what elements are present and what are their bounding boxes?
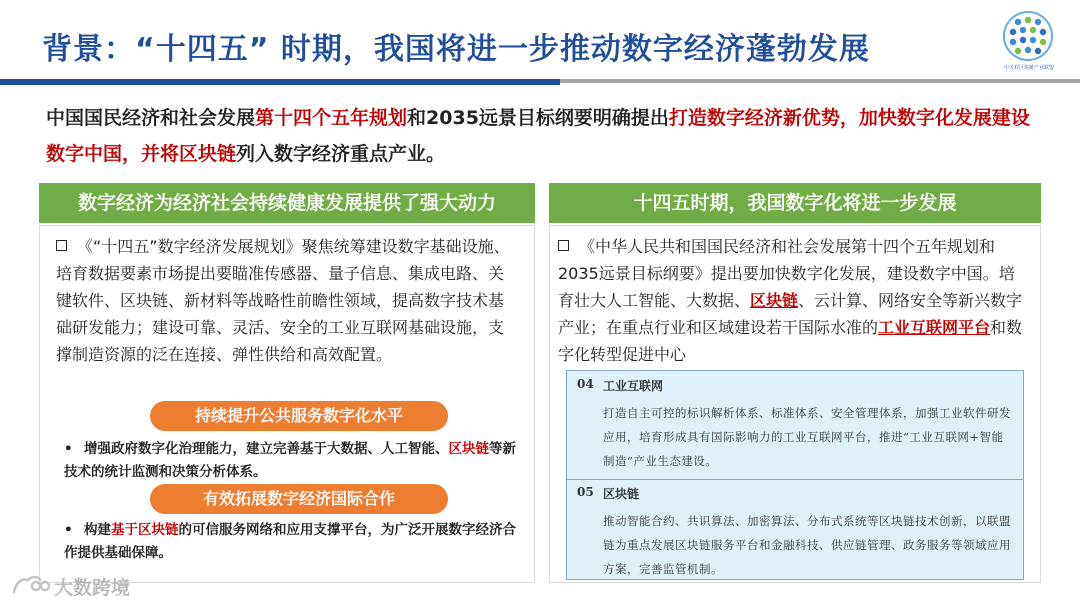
public-service-item	[64, 438, 519, 484]
excerpt-number: 04	[577, 377, 594, 391]
right-highlight-blockchain: 区块链	[750, 291, 799, 310]
excerpt-body: 推动智能合约、共识算法、加密算法、分布式系统等区块链技术创新，以联盟链为重点发展区块链服务平台和金融科技、供应链管理、政务服务等领域应用方案，完善监管机制。	[603, 514, 1011, 576]
intro-text-2: 和2035远景目标纲要明确提出	[407, 107, 669, 129]
square-bullet-icon	[56, 240, 67, 251]
page-title: 背景：“十四五” 时期，我国将进一步推动数字经济蓬勃发展	[42, 32, 870, 67]
intl-cooperation-item	[64, 519, 519, 565]
intl-cooperation-pill: 有效拓展数字经济国际合作	[150, 484, 448, 514]
sub1-text-b: 等新技术的统计监测和决策分析体系。	[64, 441, 516, 480]
dot-bullet-icon: •	[64, 522, 73, 538]
right-bullet-text-1: 《中华人民共和国国民经济和社会发展第十四个五年规划和2035远景目标纲要》提出要加快数字化发展，建设数字中国。培育壮大人工智能、大数据、	[558, 237, 1015, 310]
left-section-header: 数字经济为经济社会持续健康发展提供了强大动力	[39, 183, 535, 223]
square-bullet-icon	[558, 240, 569, 251]
dot-bullet-icon: •	[64, 441, 73, 457]
excerpt-row-blockchain	[567, 479, 1023, 579]
excerpt-row-industrial-internet	[567, 371, 1023, 480]
sub2-text-a: 构建	[84, 522, 111, 538]
right-bullet-text-3: 和数字化转型促进中心	[558, 318, 1023, 364]
logo-caption: 中关村区块链产业联盟	[1003, 65, 1054, 71]
intro-text-1: 中国国民经济和社会发展	[46, 107, 256, 129]
sub1-highlight: 区块链	[448, 441, 489, 457]
excerpt-heading: 工业互联网	[603, 379, 664, 393]
right-bullet-text-2: 、云计算、网络安全等新兴数字产业；在重点行业和区域建设若干国际水准的	[558, 291, 1023, 337]
public-service-pill: 持续提升公共服务数字化水平	[150, 401, 448, 431]
header-accent-bar	[0, 79, 560, 85]
excerpt-heading: 区块链	[603, 487, 640, 501]
document-excerpt	[566, 370, 1024, 580]
sub2-highlight: 基于区块链	[111, 522, 179, 538]
right-highlight-platform: 工业互联网平台	[878, 318, 991, 337]
left-bullet-text: 《“十四五”数字经济发展规划》聚焦统筹建设数字基础设施、培育数据要素市场提出要瞄准传感器、量子信息、集成电路、关键软件、区块链、新材料等战略性前瞻性领域，提高数字技术基础研发能力；建设可靠、灵活、安全的工业互联网基础设施，支撑制造资源的泛在连接、弹性供给和高效配置。	[56, 237, 510, 364]
intro-highlight-plan: 第十四个五年规划	[255, 107, 408, 129]
intro-paragraph	[46, 100, 1036, 172]
excerpt-body: 打造自主可控的标识解析体系、标准体系、安全管理体系，加强工业软件研发应用，培育形成具有国际影响力的工业互联网平台，推进“工业互联网+智能制造”产业生态建设。	[603, 406, 1011, 468]
sub2-text-b: 的可信服务网络和应用支撑平台，为广泛开展数字经济合作提供基础保障。	[64, 522, 516, 561]
intro-highlight-goal: 打造数字经济新优势，加快数字化发展建设数字中国，并将区块链	[46, 107, 1030, 165]
left-bullet	[56, 233, 516, 368]
right-bullet	[558, 233, 1028, 368]
right-section-header: 十四五时期，我国数字化将进一步发展	[549, 183, 1041, 223]
excerpt-number: 05	[577, 485, 594, 499]
watermark-text: 大数跨境	[54, 577, 131, 599]
bird-logo-icon	[10, 572, 50, 598]
intro-text-3: 列入数字经济重点产业。	[236, 143, 446, 165]
globe-hexagon-logo	[1000, 8, 1056, 68]
sub1-text-a: 增强政府数字化治理能力，建立完善基于大数据、人工智能、	[84, 441, 449, 457]
